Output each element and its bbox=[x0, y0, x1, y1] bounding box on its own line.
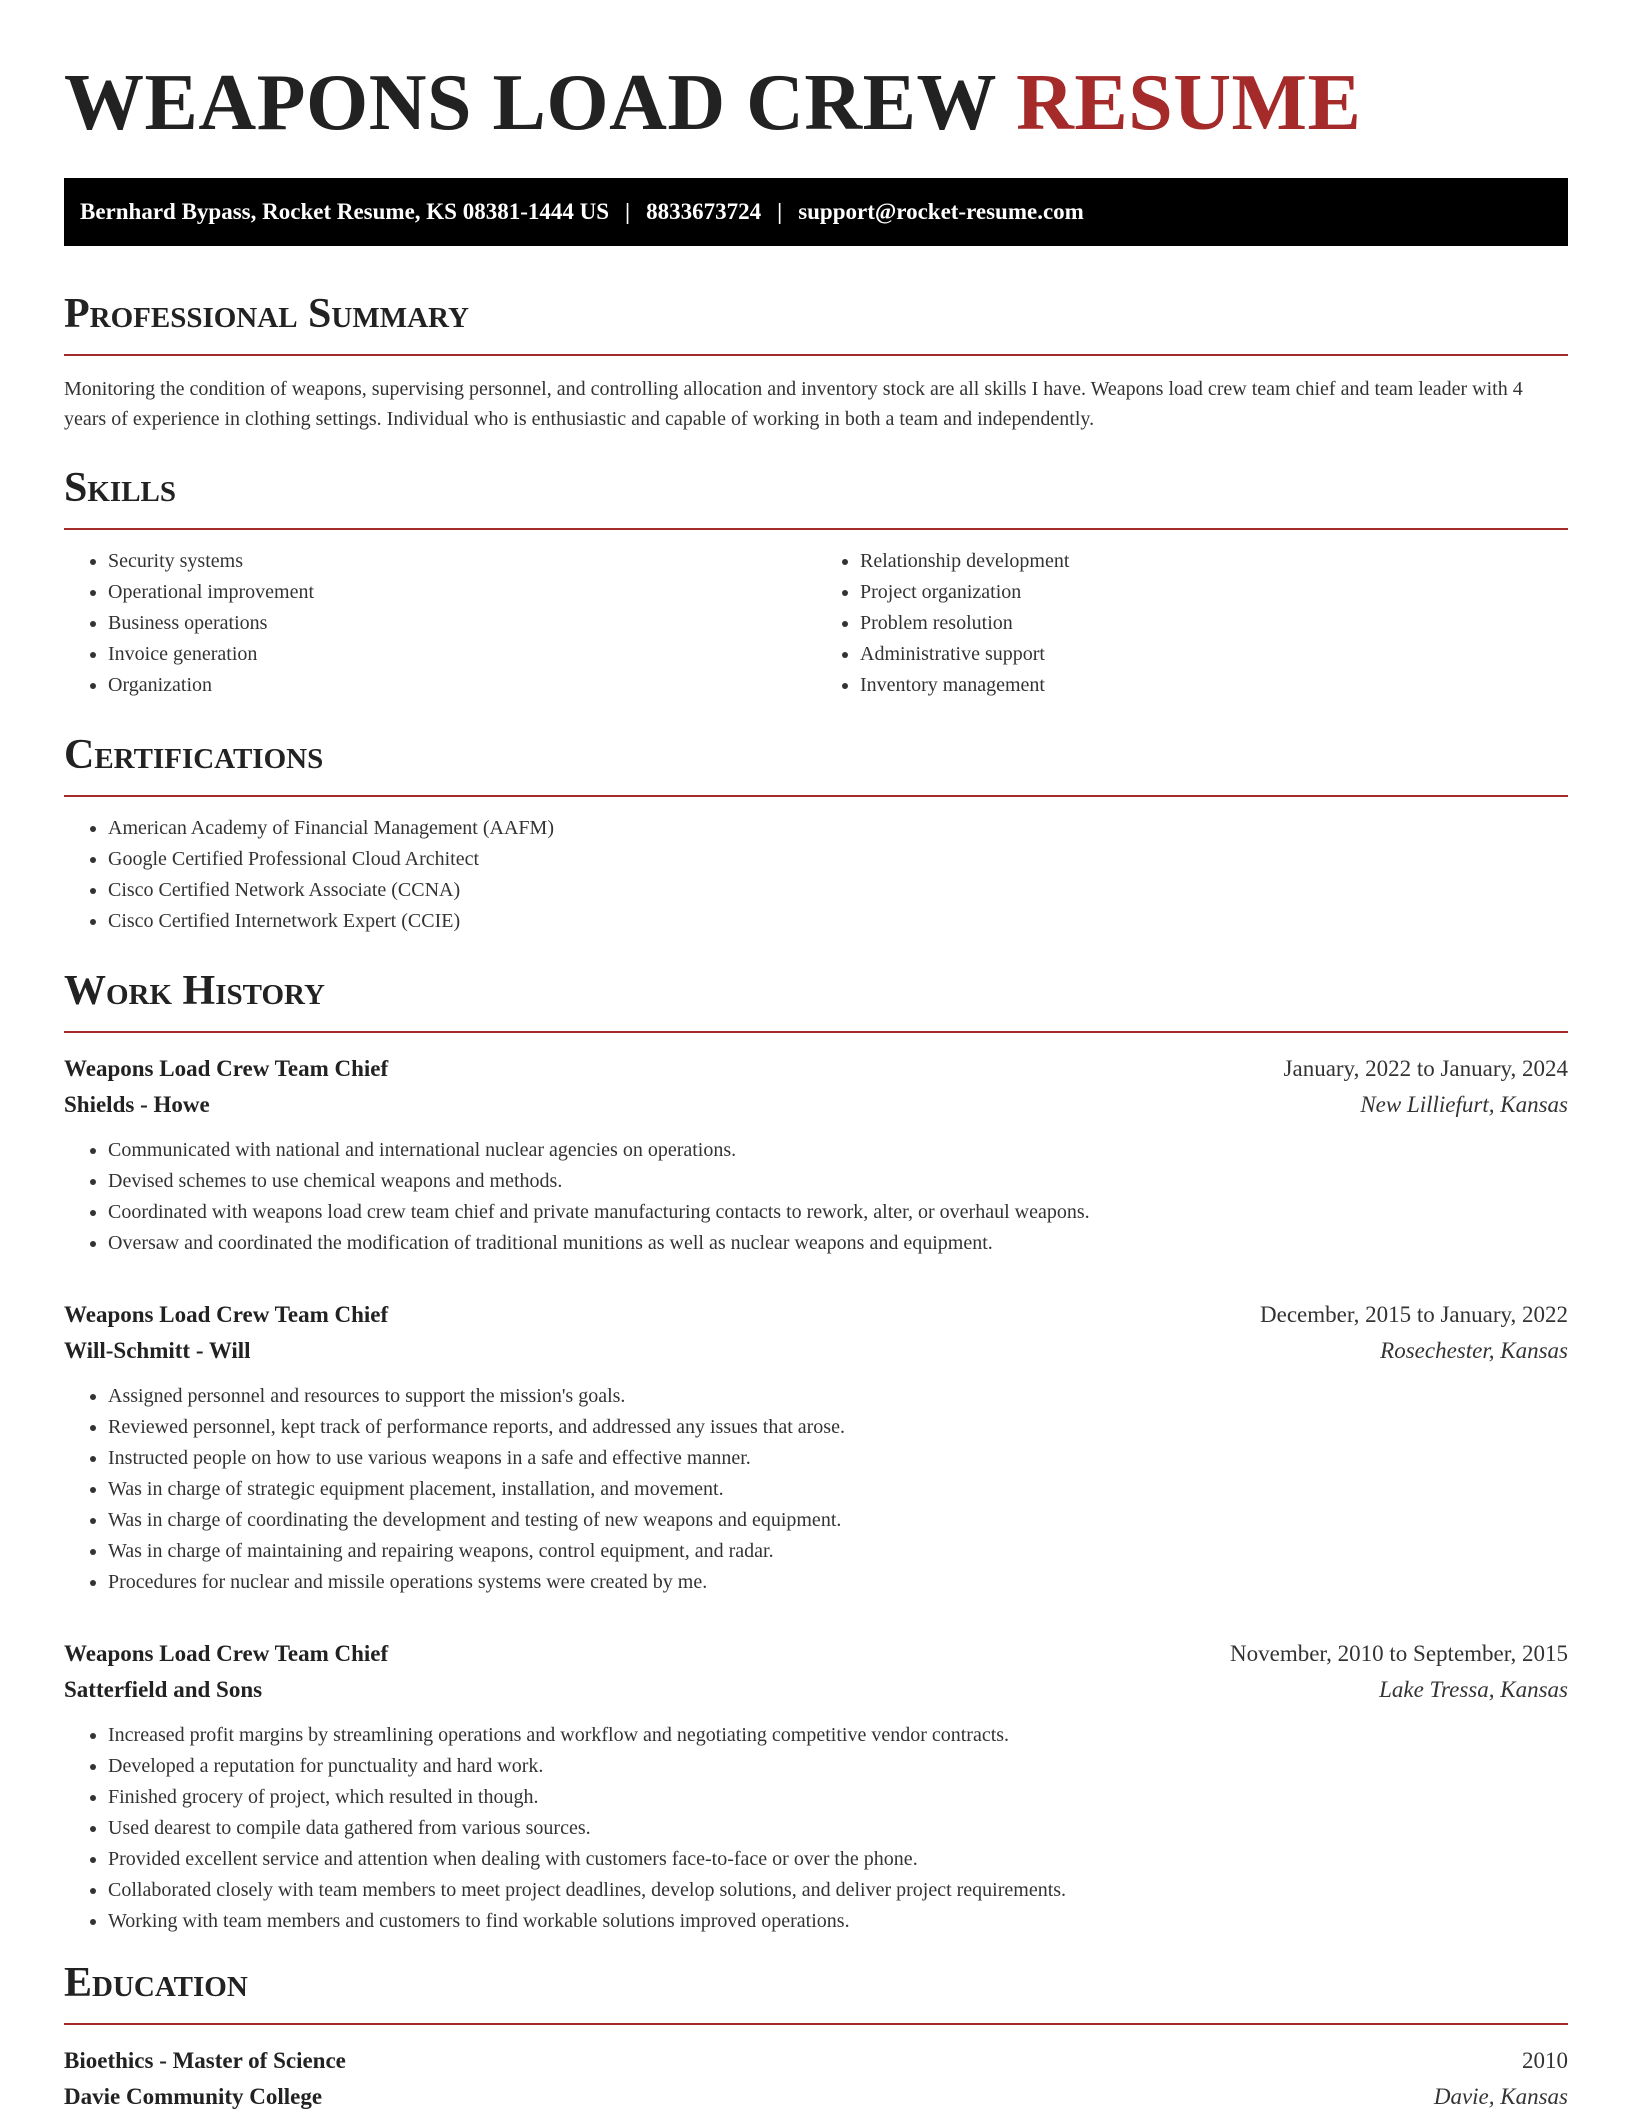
certification-item: • American Academy of Financial Management (AAFM) bbox=[108, 813, 1568, 844]
section-divider bbox=[64, 1031, 1568, 1033]
skills-list-left bbox=[64, 546, 816, 701]
title-accent: RESUME bbox=[1016, 59, 1362, 147]
job-entry bbox=[64, 1051, 1568, 1259]
job-company-row bbox=[64, 1087, 1568, 1123]
education-degree: Bioethics - Master of Science bbox=[64, 2048, 346, 2073]
summary-text: Monitoring the condition of weapons, supervising personnel, and controlling allocation and inventory stock are all skills I have. Weapons load crew team chief and team leader with 4 years of experience in clothing settings. Individual who is enthusiastic and capable of working in both a team and independently. bbox=[64, 378, 1523, 430]
job-title: Weapons Load Crew Team Chief bbox=[64, 1641, 389, 1666]
job-bullet: • Instructed people on how to use various weapons in a safe and effective manner. bbox=[108, 1443, 1568, 1474]
job-title-row bbox=[64, 1297, 1568, 1333]
education-location: Davie, Kansas bbox=[1433, 2084, 1568, 2109]
job-dates: November, 2010 to September, 2015 bbox=[1230, 1641, 1568, 1666]
resume-title bbox=[64, 56, 1568, 150]
education-entry bbox=[64, 2043, 1568, 2115]
summary-heading: Professional Summary bbox=[64, 291, 469, 337]
education-section bbox=[64, 1957, 1568, 2115]
education-school: Davie Community College bbox=[64, 2084, 323, 2109]
skill-item: • Relationship development bbox=[860, 546, 1568, 577]
job-company: Shields - Howe bbox=[64, 1092, 210, 1117]
skill-item: • Invoice generation bbox=[108, 639, 816, 670]
job-bullet: • Oversaw and coordinated the modification of traditional munitions as well as nuclear weapons and equipment. bbox=[108, 1228, 1568, 1259]
certification-item: • Cisco Certified Network Associate (CCNA) bbox=[108, 875, 1568, 906]
section-divider bbox=[64, 795, 1568, 797]
education-heading: Education bbox=[64, 1960, 248, 2006]
job-location: New Lilliefurt, Kansas bbox=[1360, 1092, 1568, 1117]
contact-separator: | bbox=[777, 199, 783, 224]
certification-item: • Google Certified Professional Cloud Architect bbox=[108, 844, 1568, 875]
job-bullet: • Was in charge of maintaining and repairing weapons, control equipment, and radar. bbox=[108, 1536, 1568, 1567]
job-bullet: • Was in charge of strategic equipment placement, installation, and movement. bbox=[108, 1474, 1568, 1505]
contact-phone: 8833673724 bbox=[646, 199, 762, 224]
job-title-row bbox=[64, 1051, 1568, 1087]
contact-address: Bernhard Bypass, Rocket Resume, KS 08381-1444 US bbox=[80, 199, 610, 224]
contact-email[interactable]: support@rocket-resume.com bbox=[798, 199, 1084, 224]
work-history-section bbox=[64, 965, 1568, 1937]
job-bullets bbox=[64, 1381, 1568, 1598]
certifications-list bbox=[64, 813, 1568, 937]
job-bullet: • Developed a reputation for punctuality and hard work. bbox=[108, 1751, 1568, 1782]
job-bullet: • Working with team members and customers to find workable solutions improved operations. bbox=[108, 1906, 1568, 1937]
title-main: WEAPONS LOAD CREW bbox=[64, 59, 1017, 147]
job-dates: January, 2022 to January, 2024 bbox=[1283, 1056, 1568, 1081]
skill-item: • Operational improvement bbox=[108, 577, 816, 608]
section-divider bbox=[64, 2023, 1568, 2025]
job-bullet: • Devised schemes to use chemical weapons and methods. bbox=[108, 1166, 1568, 1197]
job-company: Satterfield and Sons bbox=[64, 1677, 263, 1702]
job-bullet: • Provided excellent service and attention when dealing with customers face-to-face or over the phone. bbox=[108, 1844, 1568, 1875]
contact-separator: | bbox=[625, 199, 631, 224]
job-location: Lake Tressa, Kansas bbox=[1379, 1677, 1568, 1702]
skill-item: • Business operations bbox=[108, 608, 816, 639]
job-company-row bbox=[64, 1333, 1568, 1369]
job-bullet: • Finished grocery of project, which resulted in though. bbox=[108, 1782, 1568, 1813]
job-bullet: • Reviewed personnel, kept track of performance reports, and addressed any issues that arose. bbox=[108, 1412, 1568, 1443]
job-entry bbox=[64, 1297, 1568, 1598]
job-bullet: • Increased profit margins by streamlining operations and workflow and negotiating competitive vendor contracts. bbox=[108, 1720, 1568, 1751]
education-school-row bbox=[64, 2079, 1568, 2115]
summary-section bbox=[64, 288, 1568, 434]
skill-item: • Administrative support bbox=[860, 639, 1568, 670]
education-year: 2010 bbox=[1522, 2048, 1568, 2073]
section-divider bbox=[64, 354, 1568, 356]
education-degree-row bbox=[64, 2043, 1568, 2079]
job-bullet: • Was in charge of coordinating the development and testing of new weapons and equipment. bbox=[108, 1505, 1568, 1536]
job-bullets bbox=[64, 1135, 1568, 1259]
job-bullet: • Communicated with national and international nuclear agencies on operations. bbox=[108, 1135, 1568, 1166]
job-bullet: • Used dearest to compile data gathered from various sources. bbox=[108, 1813, 1568, 1844]
certifications-heading: Certifications bbox=[64, 732, 324, 778]
job-bullet: • Coordinated with weapons load crew team chief and private manufacturing contacts to rework, alter, or overhaul weapons. bbox=[108, 1197, 1568, 1228]
job-entry bbox=[64, 1636, 1568, 1937]
skills-heading: Skills bbox=[64, 465, 177, 511]
skills-section bbox=[64, 462, 1568, 701]
job-title-row bbox=[64, 1636, 1568, 1672]
job-location: Rosechester, Kansas bbox=[1380, 1338, 1568, 1363]
skills-list-right bbox=[816, 546, 1568, 701]
skills-grid bbox=[64, 546, 1568, 701]
skill-item: • Organization bbox=[108, 670, 816, 701]
certifications-section bbox=[64, 729, 1568, 937]
skill-item: • Inventory management bbox=[860, 670, 1568, 701]
job-company-row bbox=[64, 1672, 1568, 1708]
job-bullet: • Collaborated closely with team members to meet project deadlines, develop solutions, and deliver project requirements. bbox=[108, 1875, 1568, 1906]
contact-bar bbox=[64, 178, 1568, 246]
job-bullet: • Procedures for nuclear and missile operations systems were created by me. bbox=[108, 1567, 1568, 1598]
job-dates: December, 2015 to January, 2022 bbox=[1260, 1302, 1568, 1327]
job-bullets bbox=[64, 1720, 1568, 1937]
certification-item: • Cisco Certified Internetwork Expert (CCIE) bbox=[108, 906, 1568, 937]
skill-item: • Problem resolution bbox=[860, 608, 1568, 639]
resume-page bbox=[64, 0, 1568, 2115]
skill-item: • Security systems bbox=[108, 546, 816, 577]
job-title: Weapons Load Crew Team Chief bbox=[64, 1302, 389, 1327]
section-divider bbox=[64, 528, 1568, 530]
job-bullet: • Assigned personnel and resources to support the mission's goals. bbox=[108, 1381, 1568, 1412]
job-company: Will-Schmitt - Will bbox=[64, 1338, 251, 1363]
work-history-heading: Work History bbox=[64, 968, 325, 1014]
skill-item: • Project organization bbox=[860, 577, 1568, 608]
job-title: Weapons Load Crew Team Chief bbox=[64, 1056, 389, 1081]
